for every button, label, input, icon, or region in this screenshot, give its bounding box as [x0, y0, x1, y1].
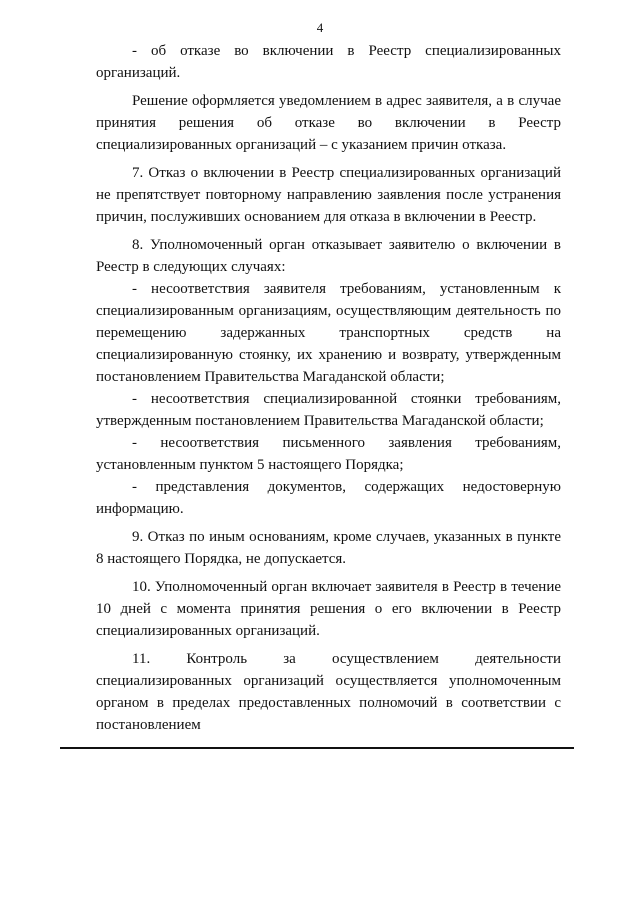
list-item-application-requirements: - несоответствия письменного заявления требованиям, установленным пунктом 5 настоящего Порядка;	[96, 435, 561, 473]
paragraph-clause-8: 8. Уполномоченный орган отказывает заявителю о включении в Реестр в следующих случаях:	[96, 237, 561, 275]
document-body	[96, 40, 561, 742]
list-item-applicant-requirements: - несоответствия заявителя требованиям, установленным к специализированным организациям, осуществляющим деятельность по перемещению задержанных транспортных средств на специализированную стоянку, их хранению и возврату, утвержденным постановлением Правительства Магаданской области;	[96, 281, 561, 385]
list-item-parking-requirements: - несоответствия специализированной стоянки требованиям, утвержденным постановлением Правительства Магаданской области;	[96, 391, 561, 429]
list-item-false-documents: - представления документов, содержащих недостоверную информацию.	[96, 479, 561, 517]
footer-divider	[60, 747, 574, 749]
paragraph-clause-11: 11. Контроль за осуществлением деятельности специализированных организаций осуществляется уполномоченным органом в пределах предоставленных полномочий в соответствии с постановлением	[96, 651, 561, 733]
paragraph-clause-7: 7. Отказ о включении в Реестр специализированных организаций не препятствует повторному направлению заявления после устранения причин, послуживших основанием для отказа в включении в Реестр.	[96, 165, 561, 225]
page-number: 4	[316, 20, 324, 35]
paragraph-clause-10: 10. Уполномоченный орган включает заявителя в Реестр в течение 10 дней с момента принятия решения о его включении в Реестр специализированных организаций.	[96, 579, 561, 639]
paragraph-refusal-item: - об отказе во включении в Реестр специализированных организаций.	[96, 43, 561, 81]
paragraph-clause-9: 9. Отказ по иным основаниям, кроме случаев, указанных в пункте 8 настоящего Порядка, не допускается.	[96, 529, 561, 567]
paragraph-decision-notice: Решение оформляется уведомлением в адрес заявителя, а в случае принятия решения об отказе во включении в Реестр специализированных организаций – с указанием причин отказа.	[96, 93, 561, 153]
